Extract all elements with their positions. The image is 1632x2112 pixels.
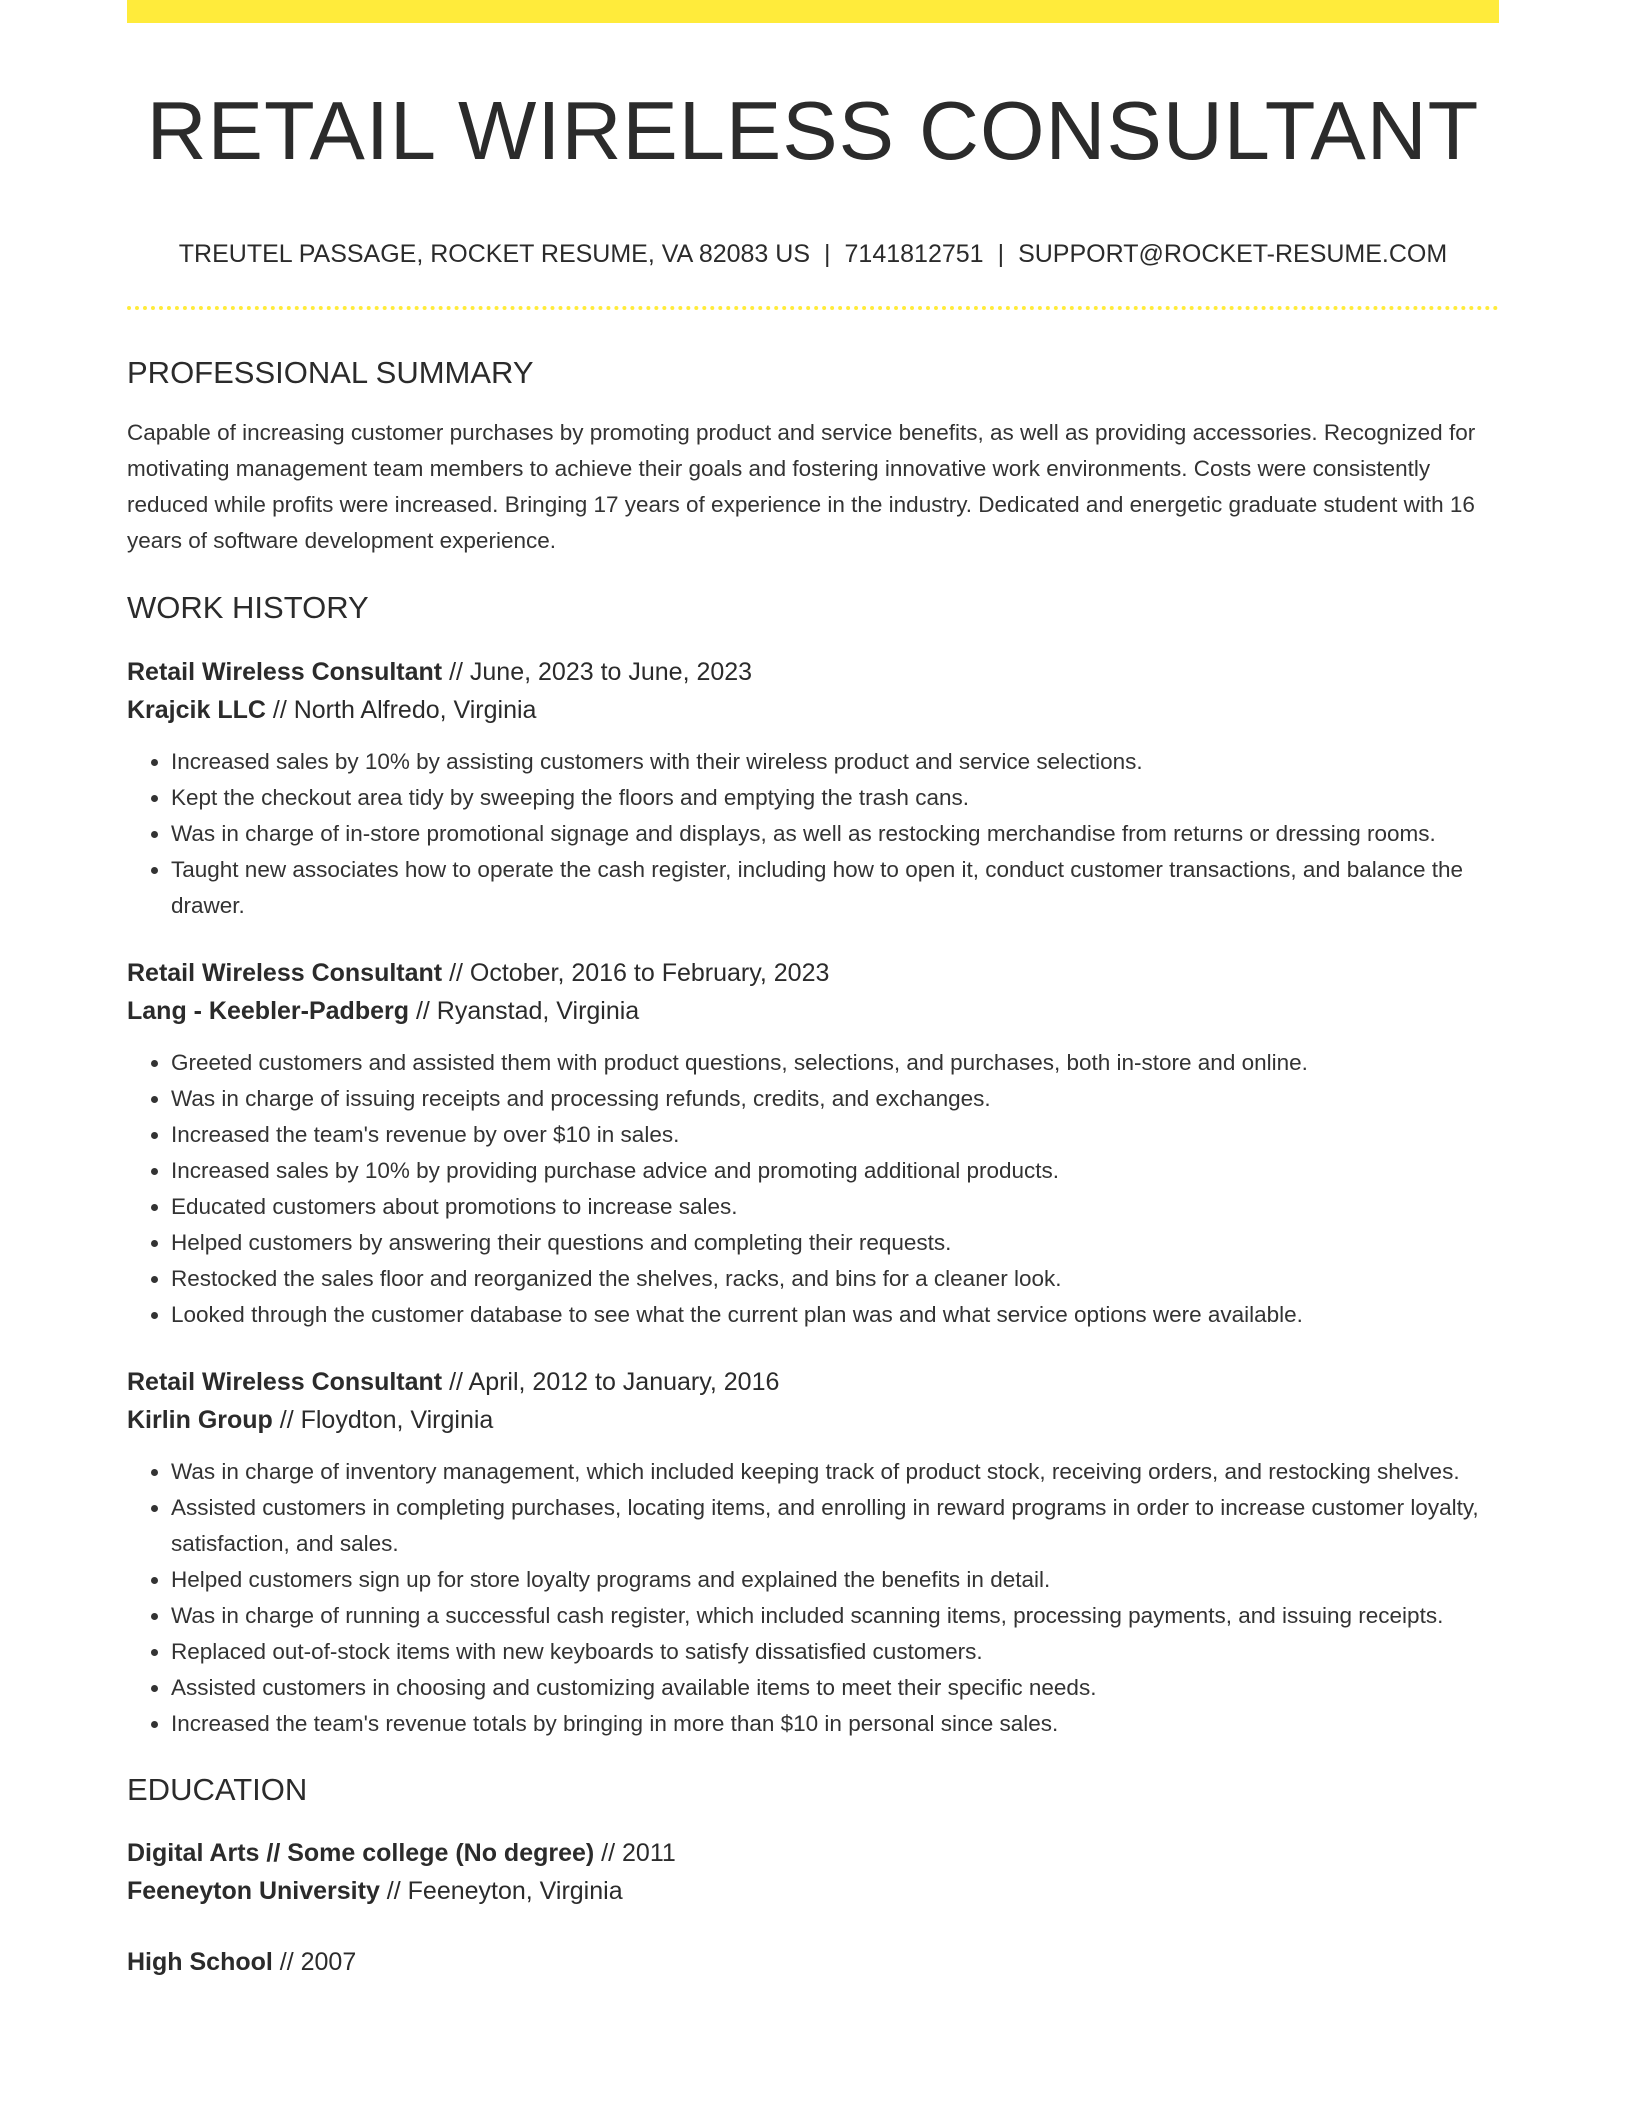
job-title: Retail Wireless Consultant [127,1367,443,1396]
job-company: Lang - Keebler-Padberg [127,996,409,1025]
education-degree: Digital Arts // Some college (No degree) [127,1838,595,1867]
job-bullet: • Increased sales by 10% by providing purchase advice and promoting additional products. [171,1153,1499,1189]
job-bullet: • Greeted customers and assisted them with product questions, selections, and purchases, both in-store and online. [171,1045,1499,1081]
job-bullet-list [127,1045,1499,1333]
job-dates: // June, 2023 to June, 2023 [442,657,753,686]
job-company-line [127,992,1499,1030]
job-bullet: • Educated customers about promotions to increase sales. [171,1189,1499,1225]
job-dates: // October, 2016 to February, 2023 [442,958,830,987]
education-entry [127,1943,1499,1981]
job-location: // North Alfredo, Virginia [265,695,537,724]
job-company-line [127,1401,1499,1439]
job-bullet: • Looked through the customer database to see what the current plan was and what service options were available. [171,1297,1499,1333]
education-entry [127,1834,1499,1910]
job-bullet: • Assisted customers in choosing and customizing available items to meet their specific needs. [171,1670,1499,1706]
job-bullet: • Was in charge of issuing receipts and processing refunds, credits, and exchanges. [171,1081,1499,1117]
education-school: Feeneyton University [127,1876,380,1905]
accent-bar [127,0,1499,23]
section-heading-work-history: WORK HISTORY [127,590,369,626]
job-bullet: • Increased the team's revenue totals by bringing in more than $10 in personal since sales. [171,1706,1499,1742]
job-company: Kirlin Group [127,1405,273,1434]
resume-title: RETAIL WIRELESS CONSULTANT [146,84,1480,177]
job-bullet: • Taught new associates how to operate the cash register, including how to open it, conduct customer transactions, and balance the drawer. [171,852,1499,924]
job-title-line [127,653,1499,691]
job-bullet: • Increased the team's revenue by over $10 in sales. [171,1117,1499,1153]
contact-phone: 7141812751 [844,240,984,269]
job-location: // Ryanstad, Virginia [409,996,640,1025]
job-entry [127,954,1499,1333]
contact-separator: | [997,240,1005,269]
education-school-line [127,1872,1499,1910]
job-bullet: • Assisted customers in completing purchases, locating items, and enrolling in reward programs in order to increase customer loyalty, satisfaction, and sales. [171,1490,1499,1562]
summary-text: Capable of increasing customer purchases by promoting product and service benefits, as well as providing accessories. Recognized for motivating management team members to achieve their goals and fostering innovative work environments. Costs were consistently reduced while profits were increased. Bringing 17 years of experience in the industry. Dedicated and energetic graduate student with 16 years of software development experience. [127,420,1476,554]
job-location: // Floydton, Virginia [272,1405,494,1434]
job-bullet: • Was in charge of running a successful cash register, which included scanning items, processing payments, and issuing receipts. [171,1598,1499,1634]
section-heading-summary: PROFESSIONAL SUMMARY [127,355,534,391]
resume-page [127,0,1499,1981]
education-year: // 2011 [594,1838,676,1867]
job-title-line [127,1363,1499,1401]
job-entry [127,1363,1499,1742]
job-bullet: • Kept the checkout area tidy by sweeping the floors and emptying the trash cans. [171,780,1499,816]
job-bullet-list [127,744,1499,924]
education-degree: High School [127,1947,273,1976]
job-bullet: • Was in charge of inventory management, which included keeping track of product stock, receiving orders, and restocking shelves. [171,1454,1499,1490]
job-bullet: • Replaced out-of-stock items with new keyboards to satisfy dissatisfied customers. [171,1634,1499,1670]
job-bullet: • Helped customers sign up for store loyalty programs and explained the benefits in detail. [171,1562,1499,1598]
contact-separator: | [824,240,831,269]
education-year: // 2007 [272,1947,357,1976]
job-bullet: • Restocked the sales floor and reorganized the shelves, racks, and bins for a cleaner look. [171,1261,1499,1297]
job-company-line [127,691,1499,729]
job-bullet: • Increased sales by 10% by assisting customers with their wireless product and service selections. [171,744,1499,780]
education-degree-line [127,1834,1499,1872]
job-title: Retail Wireless Consultant [127,657,443,686]
education-location: // Feeneyton, Virginia [379,1876,623,1905]
contact-email: SUPPORT@ROCKET-RESUME.COM [1018,240,1448,269]
job-entry [127,653,1499,924]
education-degree-line [127,1943,1499,1981]
job-dates: // April, 2012 to January, 2016 [442,1367,780,1396]
job-bullet-list [127,1454,1499,1742]
section-heading-education: EDUCATION [127,1771,308,1807]
job-bullet: • Helped customers by answering their questions and completing their requests. [171,1225,1499,1261]
contact-line [127,240,1499,269]
job-company: Krajcik LLC [127,695,266,724]
job-bullet: • Was in charge of in-store promotional signage and displays, as well as restocking merchandise from returns or dressing rooms. [171,816,1499,852]
job-title-line [127,954,1499,992]
job-title: Retail Wireless Consultant [127,958,443,987]
contact-address: TREUTEL PASSAGE, ROCKET RESUME, VA 82083 US [178,240,811,269]
dotted-divider [127,306,1499,310]
